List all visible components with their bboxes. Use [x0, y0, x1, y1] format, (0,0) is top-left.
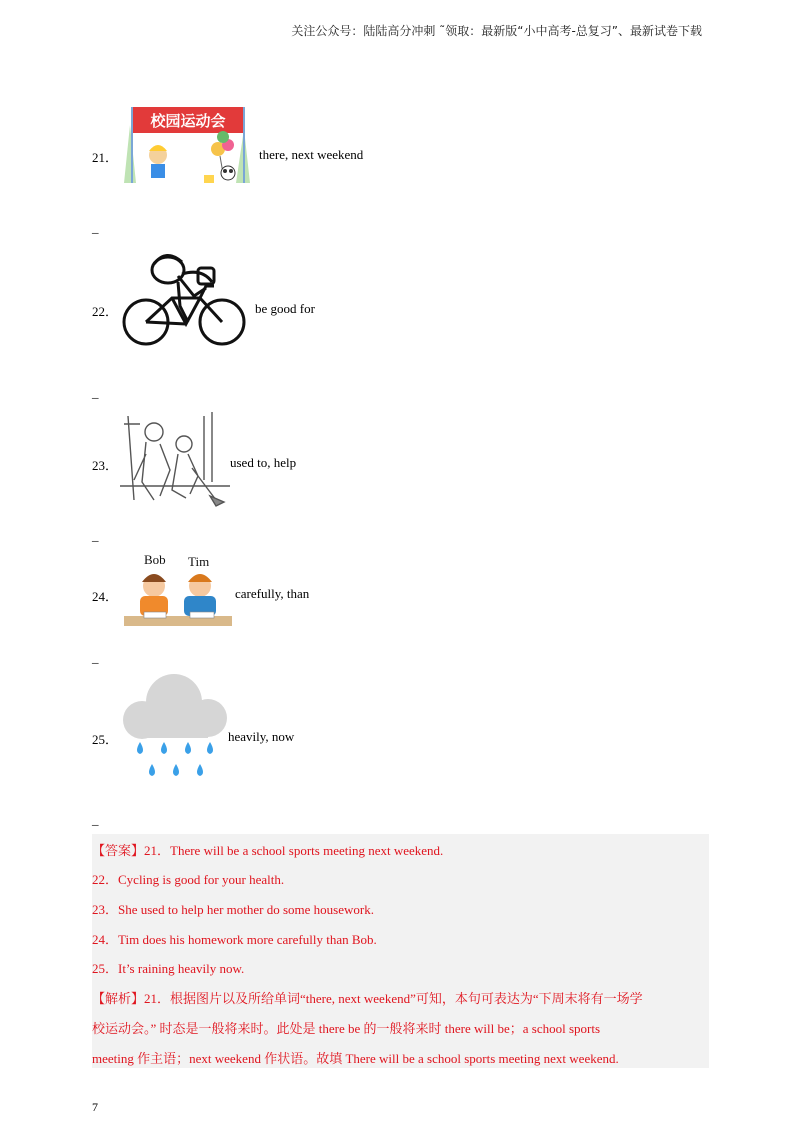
- analysis-line-2: 校运动会。” 时态是一般将来时。此处是 there be 的一般将来时 there will be；a school sports: [92, 1021, 601, 1036]
- page-number: 7: [92, 1100, 98, 1114]
- analysis-line-1: 【解析】21．根据图片以及所给单词“there, next weekend”可知，本句可表达为“下周末将有一场学: [92, 991, 643, 1006]
- answer-line-23: 23．She used to help her mother do some housework.: [92, 902, 374, 917]
- banner-text: 校园运动会: [150, 112, 226, 130]
- name-label-bob: Bob: [144, 552, 166, 567]
- question-number: 23．: [92, 458, 119, 473]
- clue-words: heavily, now: [228, 729, 295, 744]
- clue-words: there, next weekend: [259, 147, 364, 162]
- question-number: 24．: [92, 589, 119, 604]
- analysis-label: 【解析】: [92, 991, 145, 1006]
- name-label-tim: Tim: [188, 554, 210, 569]
- sports-meeting-image: [120, 105, 252, 185]
- answer-line-21: 【答案】21．There will be a school sports meeting next weekend.: [92, 843, 444, 858]
- question-number: 22．: [92, 304, 119, 319]
- answer-label: 【答案】: [92, 843, 145, 858]
- answer-box: [92, 834, 709, 1068]
- page-header: 关注公众号：陆陆高分冲刺 ˜领取：最新版“小中高考-总复习”、最新试卷下载: [291, 24, 702, 38]
- question-number: 21．: [92, 150, 119, 165]
- cycling-image: [120, 246, 248, 350]
- homework-image: [120, 550, 234, 628]
- answer-line-22: 22．Cycling is good for your health.: [92, 872, 285, 887]
- answer-blank: _: [92, 528, 99, 543]
- clue-words: carefully, than: [235, 586, 310, 601]
- answer-blank: _: [92, 650, 99, 665]
- answer-blank: _: [92, 812, 99, 827]
- answer-line-25: 25．It’s raining heavily now.: [92, 961, 245, 976]
- answer-line-24: 24．Tim does his homework more carefully than Bob.: [92, 932, 377, 947]
- housework-image: [120, 410, 230, 508]
- analysis-line-3: meeting 作主语；next weekend 作状语。故填 There will be a school sports meeting next weekend.: [92, 1051, 619, 1066]
- clue-words: be good for: [255, 301, 315, 316]
- question-number: 25．: [92, 732, 119, 747]
- answer-blank: _: [92, 385, 99, 400]
- answer-blank: _: [92, 220, 99, 235]
- rain-cloud-image: [120, 670, 230, 782]
- clue-words: used to, help: [230, 455, 297, 470]
